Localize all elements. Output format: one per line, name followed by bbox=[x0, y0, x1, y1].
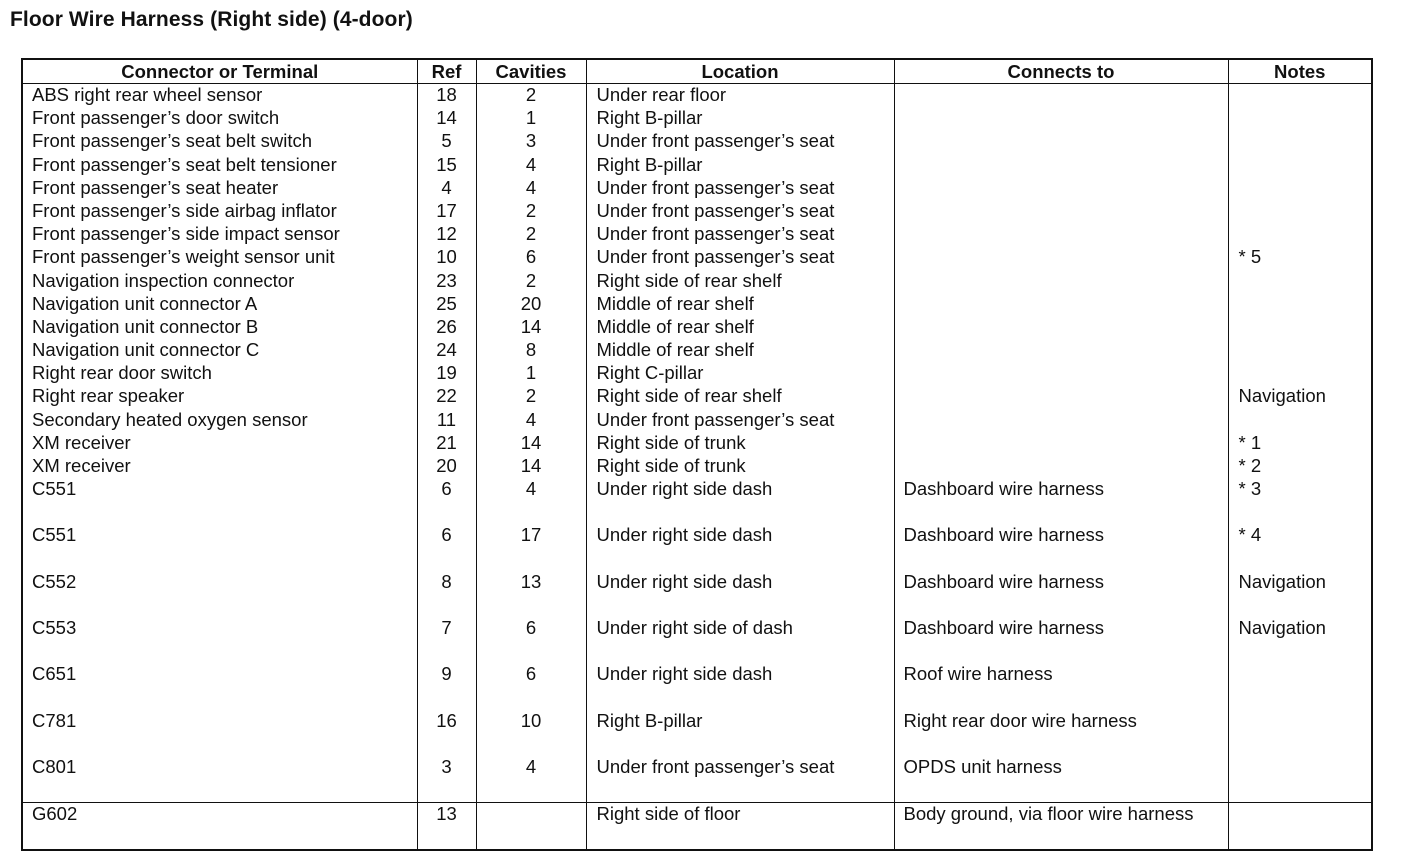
cell-notes bbox=[1228, 710, 1372, 756]
cell-cavities: 14 bbox=[476, 432, 586, 455]
cell-location: Under rear floor bbox=[586, 84, 894, 108]
cell-connects-to bbox=[894, 385, 1228, 408]
cell-connector: Right rear door switch bbox=[22, 362, 417, 385]
cell-notes bbox=[1228, 270, 1372, 293]
table-row bbox=[22, 432, 1372, 455]
cell-notes: * 2 bbox=[1228, 455, 1372, 478]
cell-notes bbox=[1228, 130, 1372, 153]
cell-notes: Navigation bbox=[1228, 617, 1372, 663]
cell-connects-to bbox=[894, 362, 1228, 385]
cell-ref: 19 bbox=[417, 362, 476, 385]
cell-cavities: 2 bbox=[476, 200, 586, 223]
cell-connects-to: Body ground, via floor wire harness bbox=[894, 803, 1228, 851]
cell-connects-to bbox=[894, 177, 1228, 200]
cell-location: Middle of rear shelf bbox=[586, 339, 894, 362]
cell-connects-to bbox=[894, 339, 1228, 362]
cell-connector: C551 bbox=[22, 478, 417, 524]
cell-cavities: 17 bbox=[476, 524, 586, 570]
cell-notes: * 3 bbox=[1228, 478, 1372, 524]
cell-notes bbox=[1228, 84, 1372, 108]
cell-ref: 23 bbox=[417, 270, 476, 293]
cell-ref: 15 bbox=[417, 154, 476, 177]
cell-ref: 11 bbox=[417, 409, 476, 432]
cell-cavities: 6 bbox=[476, 617, 586, 663]
cell-notes bbox=[1228, 177, 1372, 200]
cell-ref: 20 bbox=[417, 455, 476, 478]
cell-connector: XM receiver bbox=[22, 455, 417, 478]
cell-cavities: 4 bbox=[476, 409, 586, 432]
cell-connector: G602 bbox=[22, 803, 417, 851]
cell-notes: Navigation bbox=[1228, 571, 1372, 617]
cell-connects-to bbox=[894, 409, 1228, 432]
cell-cavities: 20 bbox=[476, 293, 586, 316]
cell-connects-to bbox=[894, 84, 1228, 108]
cell-location: Under front passenger’s seat bbox=[586, 756, 894, 803]
cell-connects-to bbox=[894, 130, 1228, 153]
cell-notes bbox=[1228, 362, 1372, 385]
cell-connects-to bbox=[894, 455, 1228, 478]
cell-connector: Right rear speaker bbox=[22, 385, 417, 408]
cell-location: Under front passenger’s seat bbox=[586, 200, 894, 223]
cell-notes bbox=[1228, 154, 1372, 177]
cell-ref: 4 bbox=[417, 177, 476, 200]
cell-ref: 10 bbox=[417, 246, 476, 269]
cell-connector: Front passenger’s seat belt switch bbox=[22, 130, 417, 153]
table-row bbox=[22, 455, 1372, 478]
cell-connector: Navigation inspection connector bbox=[22, 270, 417, 293]
cell-connector: Navigation unit connector C bbox=[22, 339, 417, 362]
cell-connects-to: Dashboard wire harness bbox=[894, 571, 1228, 617]
cell-connector: Front passenger’s seat heater bbox=[22, 177, 417, 200]
table-row bbox=[22, 362, 1372, 385]
cell-connects-to: Dashboard wire harness bbox=[894, 478, 1228, 524]
header-location: Location bbox=[586, 59, 894, 84]
cell-cavities: 2 bbox=[476, 385, 586, 408]
cell-connector: C552 bbox=[22, 571, 417, 617]
table-row bbox=[22, 223, 1372, 246]
table-row bbox=[22, 293, 1372, 316]
cell-location: Under front passenger’s seat bbox=[586, 177, 894, 200]
cell-cavities: 2 bbox=[476, 84, 586, 108]
cell-notes bbox=[1228, 107, 1372, 130]
cell-connector: C651 bbox=[22, 663, 417, 709]
cell-location: Under front passenger’s seat bbox=[586, 130, 894, 153]
cell-location: Under right side dash bbox=[586, 571, 894, 617]
table-row bbox=[22, 107, 1372, 130]
cell-connects-to bbox=[894, 316, 1228, 339]
cell-cavities: 1 bbox=[476, 107, 586, 130]
cell-ref: 8 bbox=[417, 571, 476, 617]
cell-ref: 18 bbox=[417, 84, 476, 108]
cell-connector: ABS right rear wheel sensor bbox=[22, 84, 417, 108]
cell-cavities: 4 bbox=[476, 177, 586, 200]
cell-notes bbox=[1228, 756, 1372, 803]
cell-connects-to: Dashboard wire harness bbox=[894, 617, 1228, 663]
cell-notes bbox=[1228, 223, 1372, 246]
header-notes: Notes bbox=[1228, 59, 1372, 84]
page-title: Floor Wire Harness (Right side) (4-door) bbox=[10, 8, 413, 31]
cell-notes: * 1 bbox=[1228, 432, 1372, 455]
table-header-row bbox=[22, 59, 1372, 84]
cell-cavities: 2 bbox=[476, 270, 586, 293]
cell-location: Under front passenger’s seat bbox=[586, 409, 894, 432]
cell-location: Right C-pillar bbox=[586, 362, 894, 385]
cell-location: Middle of rear shelf bbox=[586, 293, 894, 316]
cell-connector: C781 bbox=[22, 710, 417, 756]
table-row bbox=[22, 316, 1372, 339]
cell-connector: Front passenger’s weight sensor unit bbox=[22, 246, 417, 269]
cell-location: Right side of trunk bbox=[586, 455, 894, 478]
cell-ref: 3 bbox=[417, 756, 476, 803]
cell-ref: 5 bbox=[417, 130, 476, 153]
harness-table bbox=[21, 58, 1373, 851]
cell-ref: 12 bbox=[417, 223, 476, 246]
cell-ref: 22 bbox=[417, 385, 476, 408]
cell-cavities bbox=[476, 803, 586, 851]
cell-ref: 25 bbox=[417, 293, 476, 316]
header-cavities: Cavities bbox=[476, 59, 586, 84]
cell-connector: C801 bbox=[22, 756, 417, 803]
table-row bbox=[22, 154, 1372, 177]
cell-connector: C553 bbox=[22, 617, 417, 663]
cell-location: Right B-pillar bbox=[586, 154, 894, 177]
cell-ref: 6 bbox=[417, 478, 476, 524]
cell-cavities: 6 bbox=[476, 246, 586, 269]
cell-cavities: 4 bbox=[476, 756, 586, 803]
cell-location: Right side of trunk bbox=[586, 432, 894, 455]
cell-cavities: 14 bbox=[476, 455, 586, 478]
cell-connects-to: OPDS unit harness bbox=[894, 756, 1228, 803]
cell-cavities: 1 bbox=[476, 362, 586, 385]
cell-notes: Navigation bbox=[1228, 385, 1372, 408]
cell-connector: Front passenger’s side airbag inflator bbox=[22, 200, 417, 223]
cell-location: Under front passenger’s seat bbox=[586, 246, 894, 269]
table-row bbox=[22, 84, 1372, 108]
table-row bbox=[22, 710, 1372, 756]
table-row bbox=[22, 571, 1372, 617]
cell-cavities: 2 bbox=[476, 223, 586, 246]
cell-connects-to: Roof wire harness bbox=[894, 663, 1228, 709]
table-row bbox=[22, 339, 1372, 362]
cell-location: Under right side dash bbox=[586, 478, 894, 524]
table-row bbox=[22, 617, 1372, 663]
cell-connects-to bbox=[894, 154, 1228, 177]
cell-notes bbox=[1228, 200, 1372, 223]
cell-connector: Secondary heated oxygen sensor bbox=[22, 409, 417, 432]
table-row bbox=[22, 803, 1372, 851]
header-ref: Ref bbox=[417, 59, 476, 84]
cell-connects-to: Dashboard wire harness bbox=[894, 524, 1228, 570]
cell-ref: 17 bbox=[417, 200, 476, 223]
cell-notes bbox=[1228, 663, 1372, 709]
cell-cavities: 4 bbox=[476, 154, 586, 177]
cell-connector: Navigation unit connector A bbox=[22, 293, 417, 316]
cell-location: Right B-pillar bbox=[586, 107, 894, 130]
cell-connects-to bbox=[894, 432, 1228, 455]
cell-cavities: 6 bbox=[476, 663, 586, 709]
table-row bbox=[22, 270, 1372, 293]
cell-ref: 14 bbox=[417, 107, 476, 130]
cell-notes bbox=[1228, 803, 1372, 851]
table-row bbox=[22, 478, 1372, 524]
cell-notes bbox=[1228, 339, 1372, 362]
cell-cavities: 3 bbox=[476, 130, 586, 153]
cell-notes bbox=[1228, 316, 1372, 339]
cell-ref: 26 bbox=[417, 316, 476, 339]
cell-cavities: 10 bbox=[476, 710, 586, 756]
cell-location: Under right side dash bbox=[586, 524, 894, 570]
cell-connects-to bbox=[894, 293, 1228, 316]
cell-cavities: 14 bbox=[476, 316, 586, 339]
table-row bbox=[22, 246, 1372, 269]
cell-connects-to bbox=[894, 270, 1228, 293]
table-row bbox=[22, 524, 1372, 570]
cell-ref: 13 bbox=[417, 803, 476, 851]
table-row bbox=[22, 385, 1372, 408]
cell-notes bbox=[1228, 293, 1372, 316]
table-row bbox=[22, 663, 1372, 709]
cell-location: Right side of floor bbox=[586, 803, 894, 851]
table-row bbox=[22, 756, 1372, 803]
cell-connector: Front passenger’s side impact sensor bbox=[22, 223, 417, 246]
cell-connects-to bbox=[894, 246, 1228, 269]
cell-ref: 21 bbox=[417, 432, 476, 455]
cell-location: Under right side of dash bbox=[586, 617, 894, 663]
cell-ref: 6 bbox=[417, 524, 476, 570]
cell-notes: * 5 bbox=[1228, 246, 1372, 269]
cell-notes: * 4 bbox=[1228, 524, 1372, 570]
cell-location: Under right side dash bbox=[586, 663, 894, 709]
cell-connector: XM receiver bbox=[22, 432, 417, 455]
cell-location: Right B-pillar bbox=[586, 710, 894, 756]
table-row bbox=[22, 177, 1372, 200]
cell-cavities: 8 bbox=[476, 339, 586, 362]
cell-connects-to bbox=[894, 223, 1228, 246]
cell-connects-to bbox=[894, 200, 1228, 223]
cell-cavities: 13 bbox=[476, 571, 586, 617]
cell-ref: 24 bbox=[417, 339, 476, 362]
cell-connector: Navigation unit connector B bbox=[22, 316, 417, 339]
header-connector: Connector or Terminal bbox=[22, 59, 417, 84]
header-connects-to: Connects to bbox=[894, 59, 1228, 84]
cell-connector: C551 bbox=[22, 524, 417, 570]
cell-ref: 16 bbox=[417, 710, 476, 756]
cell-connector: Front passenger’s door switch bbox=[22, 107, 417, 130]
cell-connects-to bbox=[894, 107, 1228, 130]
cell-location: Right side of rear shelf bbox=[586, 270, 894, 293]
cell-location: Middle of rear shelf bbox=[586, 316, 894, 339]
cell-cavities: 4 bbox=[476, 478, 586, 524]
table-row bbox=[22, 200, 1372, 223]
cell-notes bbox=[1228, 409, 1372, 432]
table-row bbox=[22, 409, 1372, 432]
cell-connects-to: Right rear door wire harness bbox=[894, 710, 1228, 756]
cell-location: Under front passenger’s seat bbox=[586, 223, 894, 246]
cell-ref: 9 bbox=[417, 663, 476, 709]
table-row bbox=[22, 130, 1372, 153]
cell-connector: Front passenger’s seat belt tensioner bbox=[22, 154, 417, 177]
cell-location: Right side of rear shelf bbox=[586, 385, 894, 408]
cell-ref: 7 bbox=[417, 617, 476, 663]
